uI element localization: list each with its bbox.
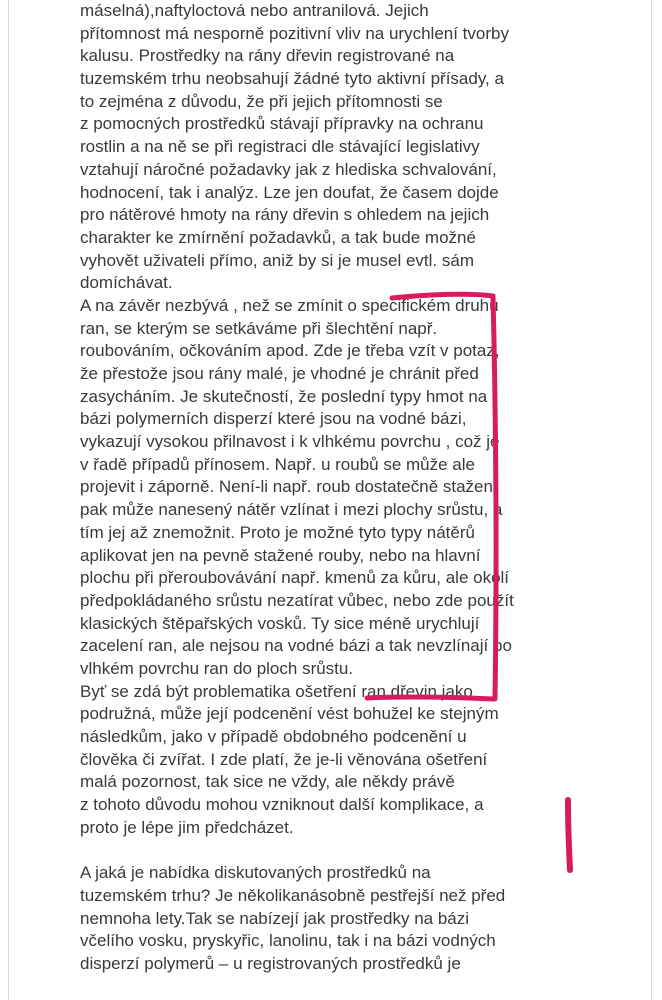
text-line: v řadě případů přínosem. Např. u roubů se může ale (80, 454, 475, 474)
text-line: zasycháním. Je skutečností, že poslední typy hmot na (80, 386, 488, 406)
text-line: pak může nanesený nátěr vzlínat i mezi plochy srůstu, a (80, 500, 503, 520)
text-line: rostlin a na ně se při registraci dle stávající legislativy (80, 137, 480, 157)
text-line: roubováním, očkováním apod. Zde je třeba vzít v potaz, (80, 341, 500, 361)
text-line: přítomnost má nesporně pozitivní vliv na urychlení tvorby (80, 23, 509, 43)
text-line: člověka či zvířat. I zde platí, že je-li věnována ošetření (80, 749, 488, 769)
text-line: vztahují náročné požadavky jak z hlediska schvalování, (80, 159, 497, 179)
text-line: disperzí polymerů – u registrovaných prostředků je (80, 953, 461, 973)
text-line: plochu při přeroubovávání např. kmenů za kůru, ale okolí (80, 568, 510, 588)
text-line: tím jej až znemožnit. Proto je možné tyto typy nátěrů (80, 522, 475, 542)
text-line: podružná, může její podcenění vést bohužel ke stejným (80, 704, 499, 724)
blank-line (80, 839, 505, 862)
text-line: z tohoto důvodu mohou vzniknout další komplikace, a (80, 795, 484, 815)
text-line: z pomocných prostředků stávají přípravky na ochranu (80, 114, 484, 134)
text-line: zacelení ran, ale nejsou na vodné bázi a tak nevzlínají po (80, 636, 512, 656)
text-line: předpokládaného srůstu nezatírat vůbec, nebo zde použít (80, 590, 514, 610)
text-line: Byť se zdá být problematika ošetření ran dřevin jako (80, 681, 473, 701)
text-line: následkům, jako v případě obdobného podcenění u (80, 727, 467, 746)
text-line: že přestože jsou rány malé, je vhodné je chránit před (80, 364, 479, 383)
text-line: tuzemském trhu? Je několikanásobně pestřejší než před (80, 885, 506, 905)
right-border (651, 0, 652, 1000)
text-line: máselná),naftyloctová nebo antranilová. Jejich (80, 1, 429, 20)
text-line: bázi polymerních disperzí které jsou na vodné bázi, (80, 409, 467, 429)
text-line: domíchávat. (80, 273, 173, 293)
text-line: malá pozornost, tak sice ne vždy, ale někdy právě (80, 772, 455, 792)
article-text (80, 0, 514, 976)
text-line: kalusu. Prostředky na rány dřevin registrované na (80, 46, 455, 66)
text-line: to zejména z důvodu, že při jejich přítomnosti se (80, 91, 443, 111)
text-line: nemnoha lety.Tak se nabízejí jak prostředky na bázi (80, 908, 470, 928)
text-line: klasických štěpařských vosků. Ty sice méně urychlují (80, 613, 480, 633)
text-line: proto je lépe jim předcházet. (80, 817, 294, 837)
text-line: včelího vosku, pryskyřic, lanolinu, tak i na bázi vodných (80, 931, 496, 951)
text-line: vlhkém povrchu ran do ploch srůstu. (80, 658, 354, 678)
text-line: vyhovět uživateli přímo, aniž by si je musel evtl. sám (80, 250, 474, 270)
text-line: charakter ke zmírnění požadavků, a tak bude možné (80, 227, 476, 247)
vertical-stroke-annotation (568, 800, 570, 870)
left-border (8, 0, 9, 1000)
text-line: ran, se kterým se setkáváme při šlechtění např. (80, 318, 438, 338)
text-line: A na závěr nezbývá , než se zmínit o specifickém druhu (80, 295, 499, 315)
text-line: tuzemském trhu neobsahují žádné tyto aktivní přísady, a (80, 69, 504, 89)
text-line: vykazují vysokou přilnavost i k vlhkému povrchu , což je (80, 432, 500, 452)
text-line: aplikovat jen na pevně stažené rouby, nebo na hlavní (80, 545, 481, 565)
text-line: projevit i záporně. Není-li např. roub dostatečně stažen, (80, 477, 498, 497)
text-line: pro nátěrové hmoty na rány dřevin s ohledem na jejich (80, 205, 490, 225)
text-line: hodnocení, tak i analýz. Lze jen doufat, že časem dojde (80, 182, 499, 202)
text-line: A jaká je nabídka diskutovaných prostředků na (80, 863, 431, 883)
